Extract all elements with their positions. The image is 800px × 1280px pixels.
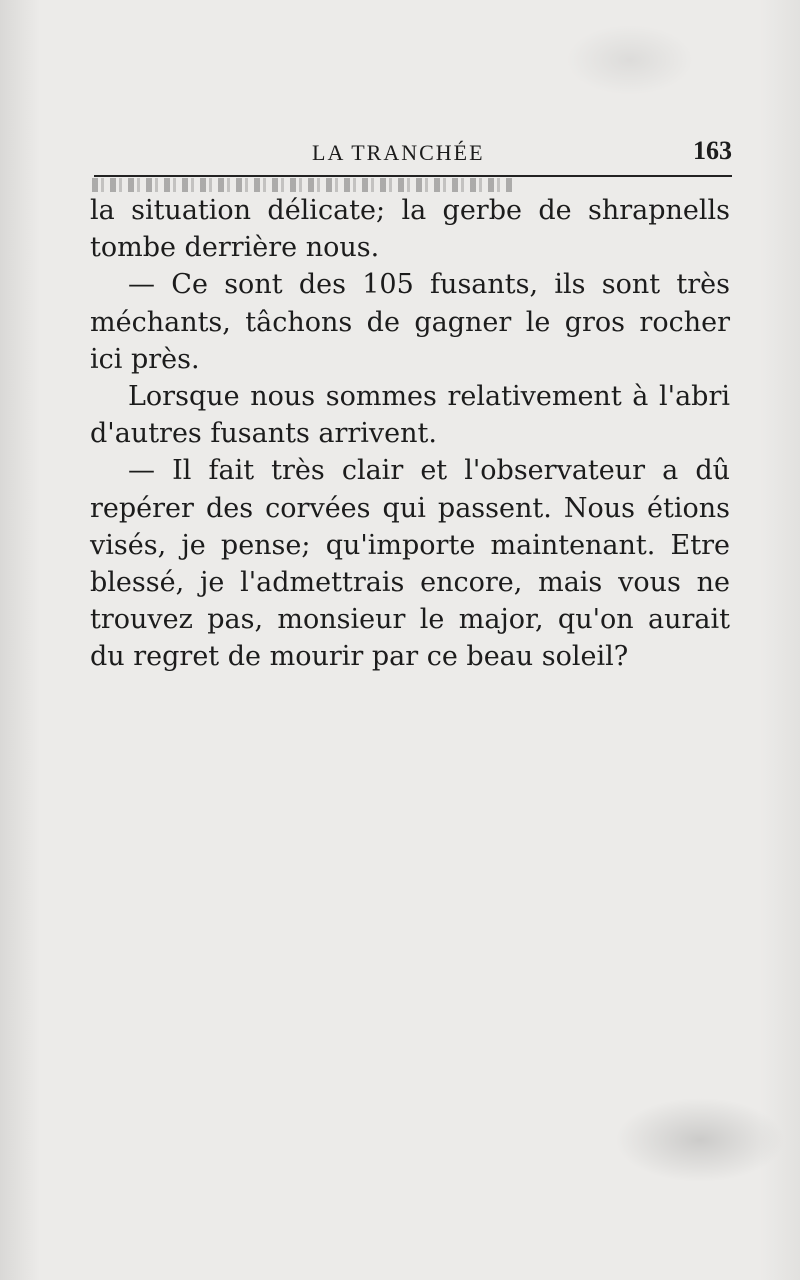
running-title: LA TRANCHÉE — [312, 140, 485, 165]
text-line: du regret de mourir par ce beau soleil? — [90, 641, 629, 673]
text-line: ici près. — [90, 343, 200, 375]
text-line: la situation délicate; la gerbe de shrapnells — [90, 195, 730, 226]
header-rule — [94, 175, 732, 177]
ink-bleed-through — [92, 178, 512, 192]
text-line: tombe derrière nous. — [90, 232, 380, 264]
text-line: visés, je pense; qu'importe maintenant. Etre — [90, 529, 730, 561]
text-line: d'autres fusants arrivent. — [90, 418, 437, 450]
text-line: Lorsque nous sommes relativement à l'abri — [128, 381, 730, 413]
text-line: trouvez pas, monsieur le major, qu'on aurait — [90, 604, 730, 636]
text-line: repérer des corvées qui passent. Nous étions — [90, 492, 730, 524]
text-line: — Il fait très clair et l'observateur a dû — [128, 455, 730, 487]
text-line: méchants, tâchons de gagner le gros rocher — [90, 306, 730, 338]
text-line: blessé, je l'admettrais encore, mais vous ne — [90, 567, 730, 599]
running-header — [92, 134, 732, 170]
body-text — [90, 192, 730, 676]
text-line: — Ce sont des 105 fusants, ils sont très — [128, 269, 730, 301]
page-number: 163 — [693, 136, 732, 165]
